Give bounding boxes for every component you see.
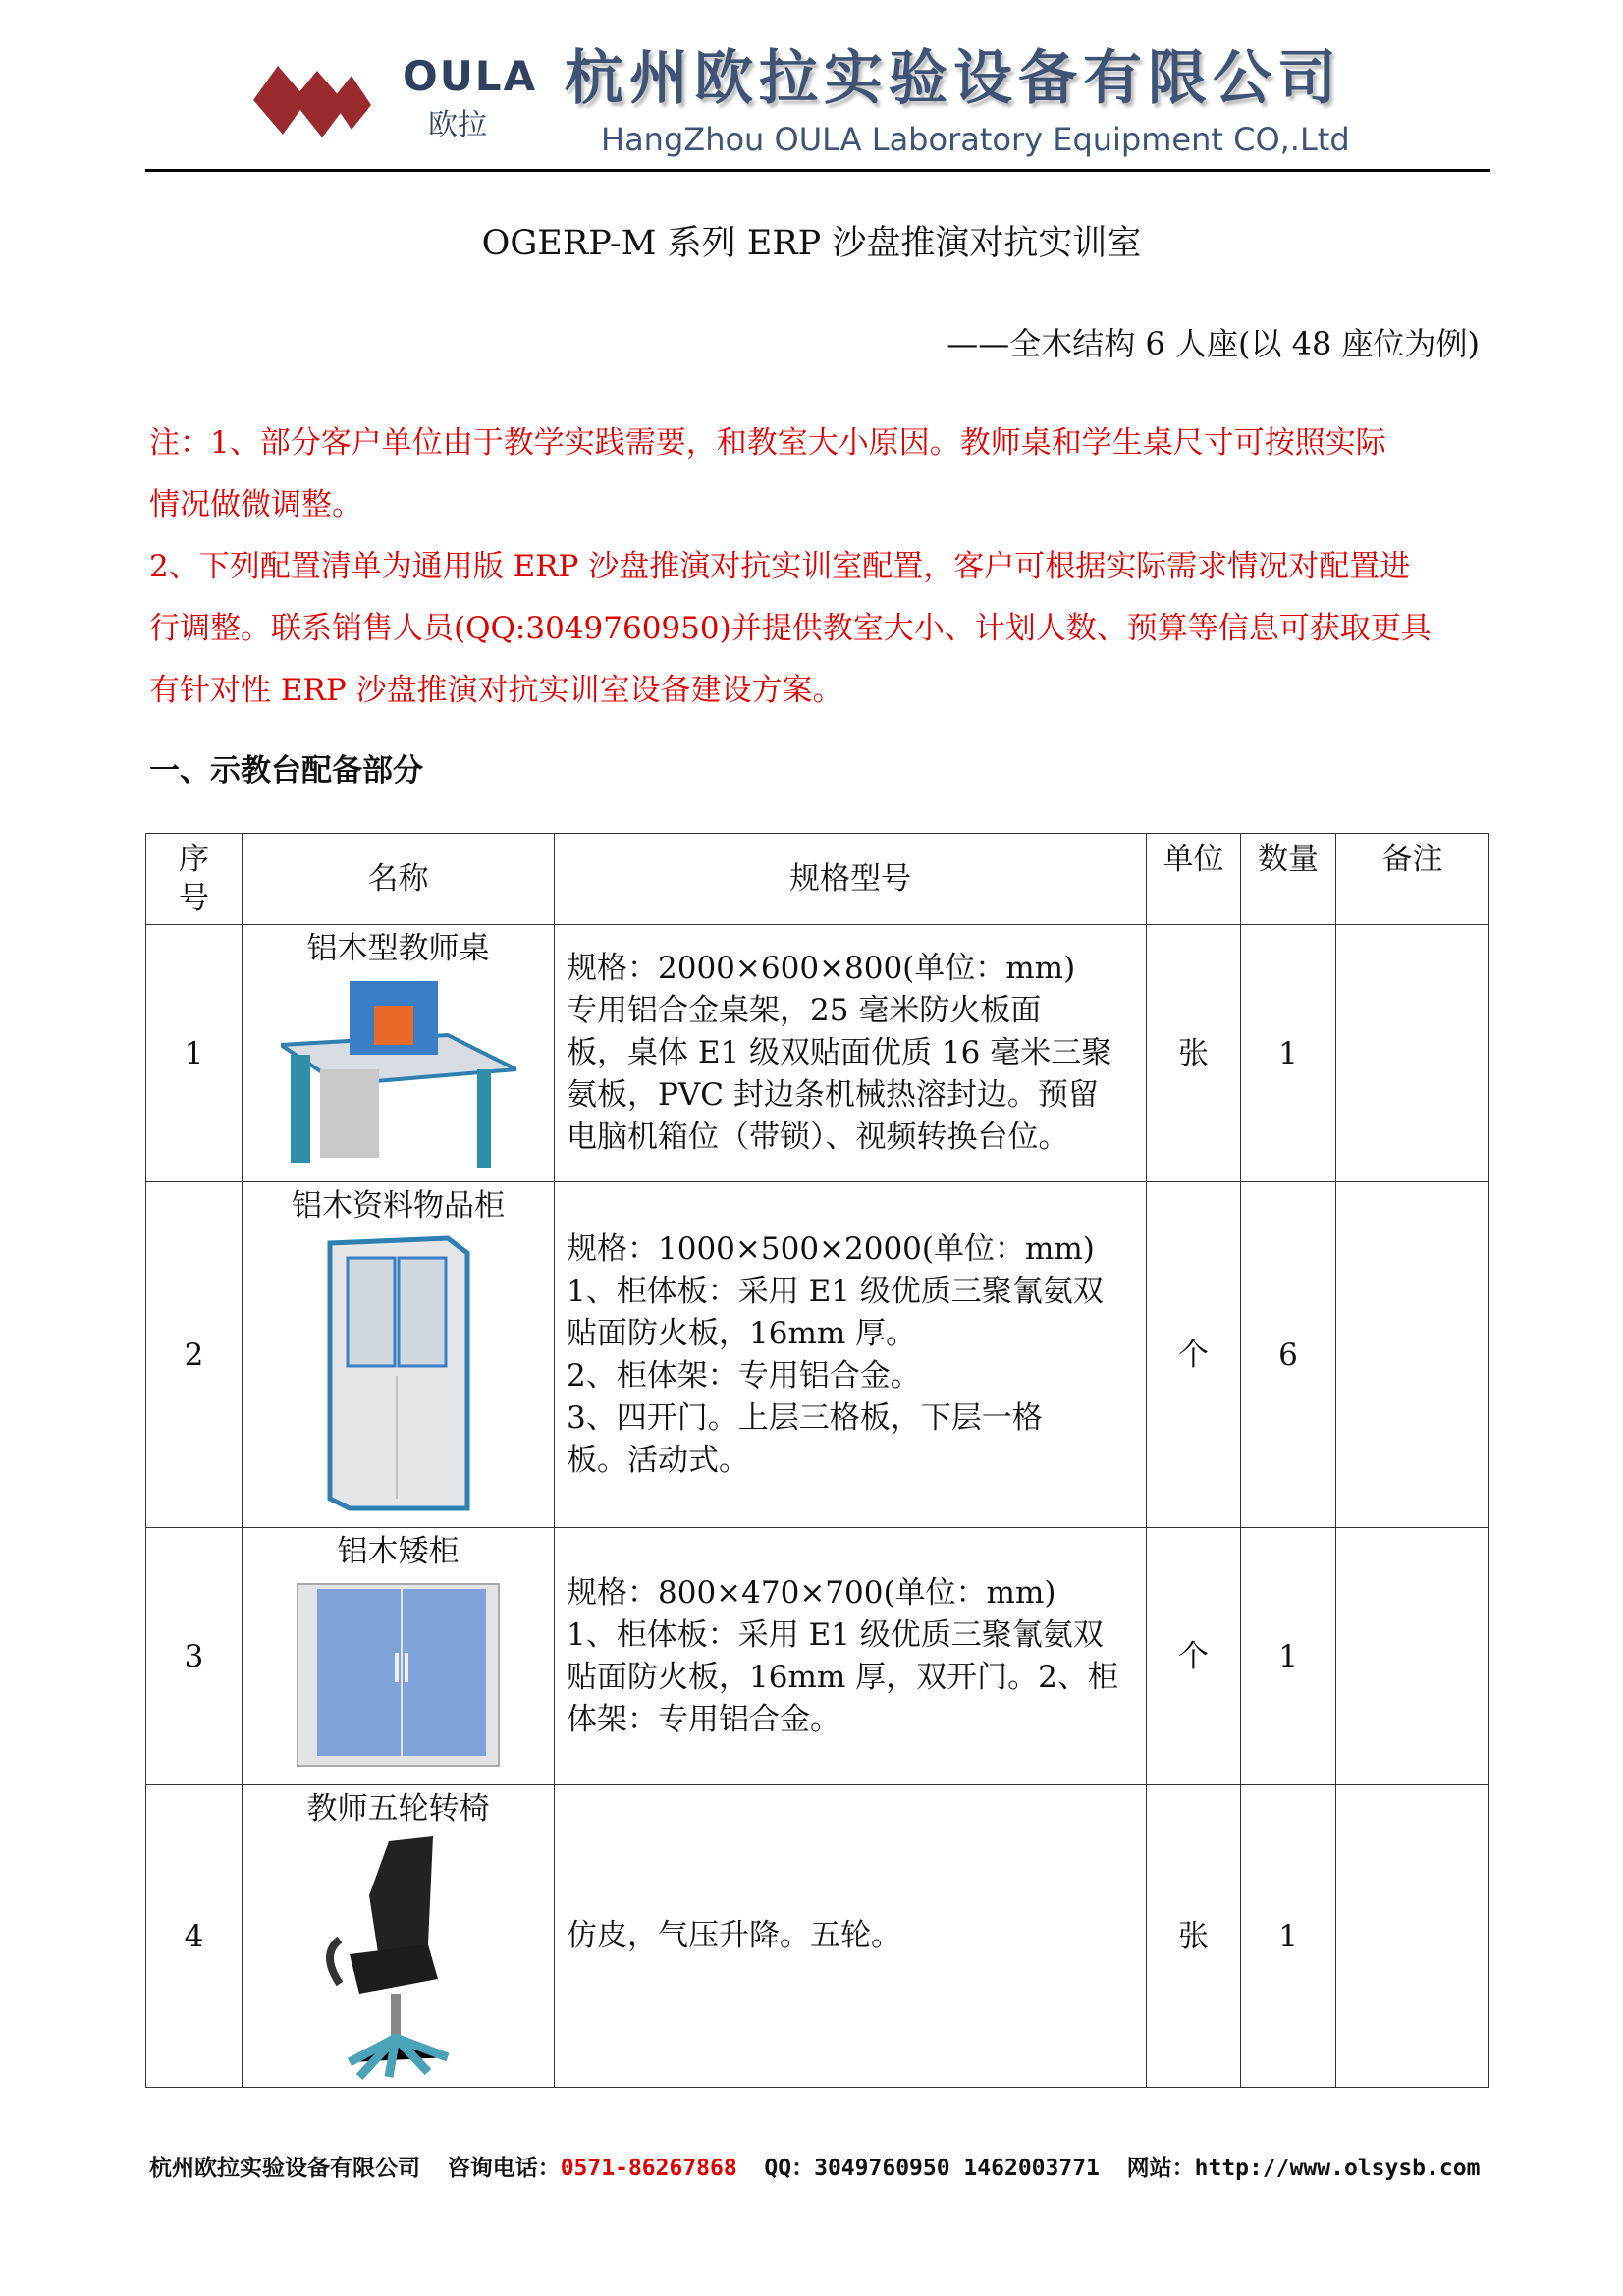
row-name-cell xyxy=(243,925,555,1182)
footer-phone-label: 咨询电话： xyxy=(447,2156,561,2181)
note-line: 2、下列配置清单为通用版 ERP 沙盘推演对抗实训室配置，客户可根据实际需求情况对配置进 xyxy=(149,549,1411,584)
header-qty: 数量 xyxy=(1241,834,1336,925)
footer-company: 杭州欧拉实验设备有限公司 xyxy=(149,2156,420,2181)
table-row xyxy=(146,1528,1489,1785)
footer-website[interactable]: 网站：http://www.olsysb.com xyxy=(1126,2156,1481,2181)
spec-line: 电脑机箱位（带锁）、视频转换台位。 xyxy=(567,1120,1069,1155)
spec-line: 1、柜体板：采用 E1 级优质三聚氰氨双 xyxy=(567,1616,1104,1653)
row-no: 4 xyxy=(146,1785,243,2088)
row-qty: 6 xyxy=(1241,1182,1336,1528)
footer-qq: QQ：3049760950 1462003771 xyxy=(764,2156,1100,2181)
company-name-cn: 杭州欧拉实验设备有限公司 xyxy=(565,44,1342,113)
company-name-en: HangZhou OULA Laboratory Equipment CO,.Ltd xyxy=(601,121,1350,158)
spec-line: 板。活动式。 xyxy=(567,1442,749,1478)
low-cabinet-image xyxy=(293,1579,504,1771)
row-spec xyxy=(555,1182,1147,1528)
logo-text: OULA xyxy=(403,52,538,100)
table-row xyxy=(146,1182,1489,1528)
spec-line: 氨板，PVC 封边条机械热溶封边。预留 xyxy=(567,1077,1099,1113)
spec-line: 3、四开门。上层三格板，下层一格 xyxy=(567,1399,1043,1436)
footer-phone: 0571-86267868 xyxy=(560,2156,737,2181)
table-row xyxy=(146,925,1489,1182)
row-spec xyxy=(555,1785,1147,2088)
row-remark xyxy=(1336,925,1489,1182)
teacher-desk-image xyxy=(281,976,516,1173)
office-chair-image xyxy=(320,1836,477,2082)
row-no: 2 xyxy=(146,1182,243,1528)
footer xyxy=(149,2154,1492,2183)
note-line: 行调整。联系销售人员(QQ:3049760950)并提供教室大小、计划人数、预算等信息可获取更具 xyxy=(149,611,1432,646)
row-name-cell xyxy=(243,1785,555,2088)
table-row xyxy=(146,1785,1489,2088)
spec-line: 仿皮，气压升降。五轮。 xyxy=(567,1918,901,1953)
header-spec: 规格型号 xyxy=(555,834,1147,925)
spec-line: 规格：2000×600×800(单位：mm) xyxy=(567,951,1076,986)
spec-line: 贴面防火板，16mm 厚，双开门。2、柜 xyxy=(567,1659,1118,1695)
spec-line: 1、柜体板：采用 E1 级优质三聚氰氨双 xyxy=(567,1273,1104,1309)
row-unit: 个 xyxy=(1147,1528,1241,1785)
row-name: 铝木型教师桌 xyxy=(306,931,490,966)
row-qty: 1 xyxy=(1241,925,1336,1182)
spec-line: 贴面防火板，16mm 厚。 xyxy=(567,1315,917,1351)
row-name: 铝木资料物品柜 xyxy=(292,1188,505,1224)
table-header-row xyxy=(146,834,1489,925)
row-qty: 1 xyxy=(1241,1528,1336,1785)
spec-line: 板，桌体 E1 级双贴面优质 16 毫米三聚 xyxy=(567,1035,1112,1070)
row-qty: 1 xyxy=(1241,1785,1336,2088)
spec-line: 规格：800×470×700(单位：mm) xyxy=(567,1574,1056,1611)
page-subtitle: ——全木结构 6 人座(以 48 座位为例) xyxy=(947,325,1480,362)
file-cabinet-image xyxy=(320,1233,477,1513)
note-line: 情况做微调整。 xyxy=(149,487,362,522)
note-line: 注：1、部分客户单位由于教学实践需要，和教室大小原因。教师桌和学生桌尺寸可按照实际 xyxy=(149,425,1386,461)
row-no: 3 xyxy=(146,1528,243,1785)
row-unit: 张 xyxy=(1147,925,1241,1182)
spec-line: 规格：1000×500×2000(单位：mm) xyxy=(567,1230,1095,1267)
row-name-cell xyxy=(243,1528,555,1785)
row-spec xyxy=(555,1528,1147,1785)
document-body xyxy=(145,412,1492,2222)
note-line: 有针对性 ERP 沙盘推演对抗实训室设备建设方案。 xyxy=(149,673,843,708)
header-unit: 单位 xyxy=(1147,834,1241,925)
header-no: 序号 xyxy=(146,834,243,925)
row-name: 教师五轮转椅 xyxy=(306,1791,490,1827)
equipment-table xyxy=(145,833,1489,2088)
page-title: OGERP-M 系列 ERP 沙盘推演对抗实训室 xyxy=(481,224,1142,263)
spec-line: 体架：专用铝合金。 xyxy=(567,1701,840,1737)
row-name-cell xyxy=(243,1182,555,1528)
row-unit: 个 xyxy=(1147,1182,1241,1528)
row-remark xyxy=(1336,1182,1489,1528)
oula-logo-icon xyxy=(253,61,371,139)
row-unit: 张 xyxy=(1147,1785,1241,2088)
header-remark: 备注 xyxy=(1336,834,1489,925)
spec-line: 2、柜体架：专用铝合金。 xyxy=(567,1357,921,1394)
section-heading: 一、示教台配备部分 xyxy=(149,753,423,789)
row-name: 铝木矮柜 xyxy=(337,1534,460,1569)
logo-text-cn: 欧拉 xyxy=(428,108,487,142)
row-spec xyxy=(555,925,1147,1182)
row-remark xyxy=(1336,1785,1489,2088)
spec-line: 专用铝合金桌架，25 毫米防火板面 xyxy=(567,993,1042,1028)
header-name: 名称 xyxy=(243,834,555,925)
row-no: 1 xyxy=(146,925,243,1182)
row-remark xyxy=(1336,1528,1489,1785)
header-divider xyxy=(145,169,1490,172)
notes xyxy=(149,412,1492,722)
